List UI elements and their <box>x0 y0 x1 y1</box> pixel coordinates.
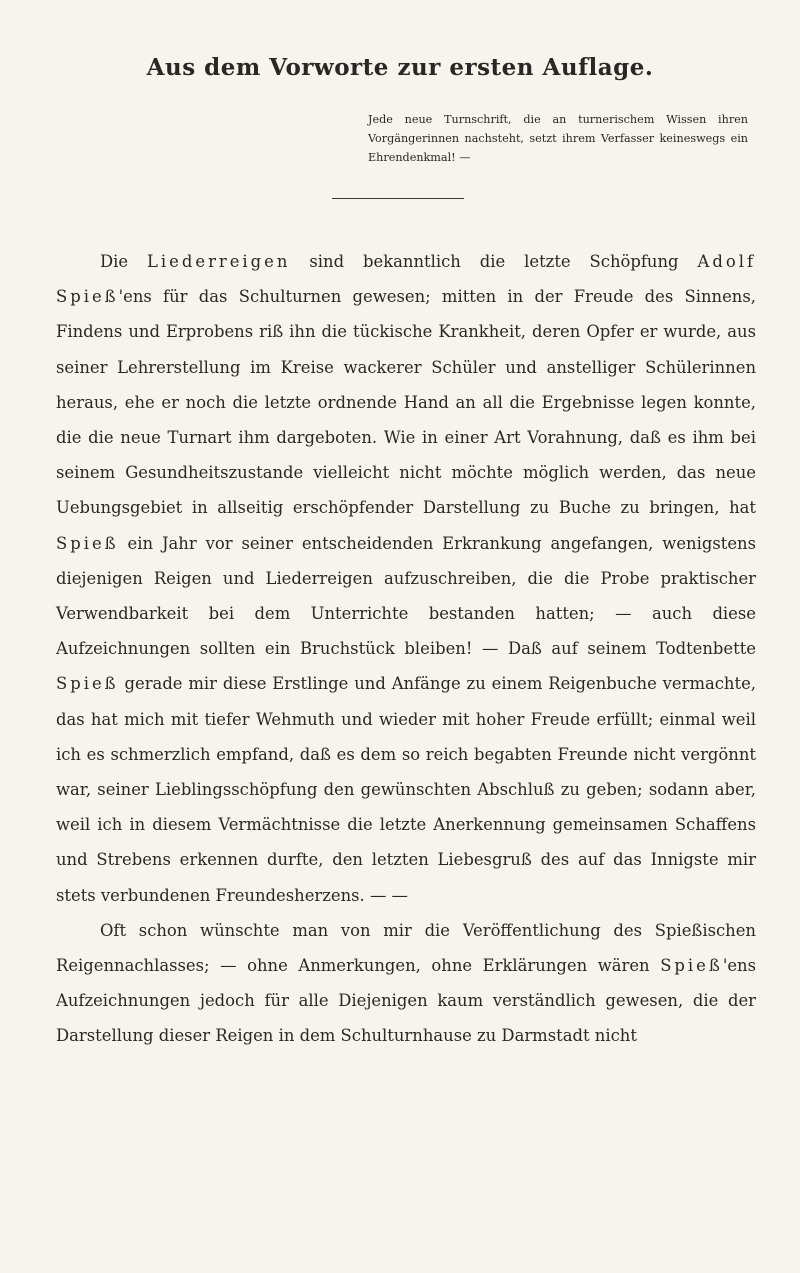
author-name: Spieß <box>660 956 723 976</box>
text-run: 'ens Aufzeichnungen jedoch für alle Diejenigen kaum verständlich gewesen, die der Darstellung dieser Reigen in dem Schulturnhause zu Darmstadt nicht <box>56 956 757 1046</box>
term-liederreigen: Liederreigen <box>147 252 291 271</box>
epigraph: Jede neue Turnschrift, die an turnerischem Wissen ihren Vorgängerinnen nachsteht, setzt ihrem Verfasser keineswegs ein Ehrendenkmal! — <box>368 113 748 164</box>
author-name: Spieß <box>56 533 119 553</box>
divider-rule <box>332 198 464 199</box>
text-run: 'ens für das Schulturnen gewesen; mitten in der Freude des Sinnens, Findens und Erprobens riß ihn die tückische Krankheit, deren Opfer er wurde, aus seiner Lehrerstellung im Kreise wackerer Schüler und anstelliger Schülerinnen heraus, ehe er noch die letzte ordnende Hand an all die Ergebnisse legen konnte, die die neue Turnart ihm dargeboten. Wie in einer Art Vorahnung, daß es ihm bei seinem Gesundheitszustande vielleicht nicht möchte möglich werden, das neue Uebungsgebiet in allseitig erschöpfender Darstellung zu Buche zu bringen, hat <box>56 287 756 518</box>
page-heading: Aus dem Vorworte zur ersten Auflage. <box>146 54 654 81</box>
author-name: Spieß <box>56 674 119 694</box>
author-name: Adolf Spieß <box>56 252 757 307</box>
text-run: gerade mir diese Erstlinge und Anfänge zu einem Reigenbuche vermachte, das hat mich mit tiefer Wehmuth und wieder mit hoher Freude erfüllt; einmal weil ich es schmerzlich empfand, daß es dem so reich begabten Freunde nicht vergönnt war, seiner Lieblingsschöpfung den gewünschten Abschluß zu geben; sodann aber, weil ich in diesem Vermächtnisse die letzte Anerkennung gemeinsamen Schaffens und Strebens erkennen durfte, den letzten Liebesgruß des auf das Innigste mir stets verbundenen Freundesherzens. — — <box>56 674 756 905</box>
text-run: ein Jahr vor seiner entscheidenden Erkrankung angefangen, wenigstens diejenigen Reigen und Liederreigen aufzuschreiben, die die Probe praktischer Verwendbarkeit bei dem Unterrichte bestanden hatten; — auch diese Aufzeichnungen sollten ein Bruchstück bleiben! — Daß auf seinem Todtenbette <box>56 533 756 659</box>
text-run: Oft schon wünschte man von mir die Veröffentlichung des Spießischen Reigennachlasses; — ohne Anmerkungen, ohne Erklärungen wären <box>56 920 756 976</box>
body-text <box>56 244 756 1054</box>
paragraph <box>56 913 756 1054</box>
text-run: Die <box>100 252 129 271</box>
text-run: sind bekanntlich die letzte Schöpfung <box>309 252 679 271</box>
paragraph <box>56 244 756 913</box>
